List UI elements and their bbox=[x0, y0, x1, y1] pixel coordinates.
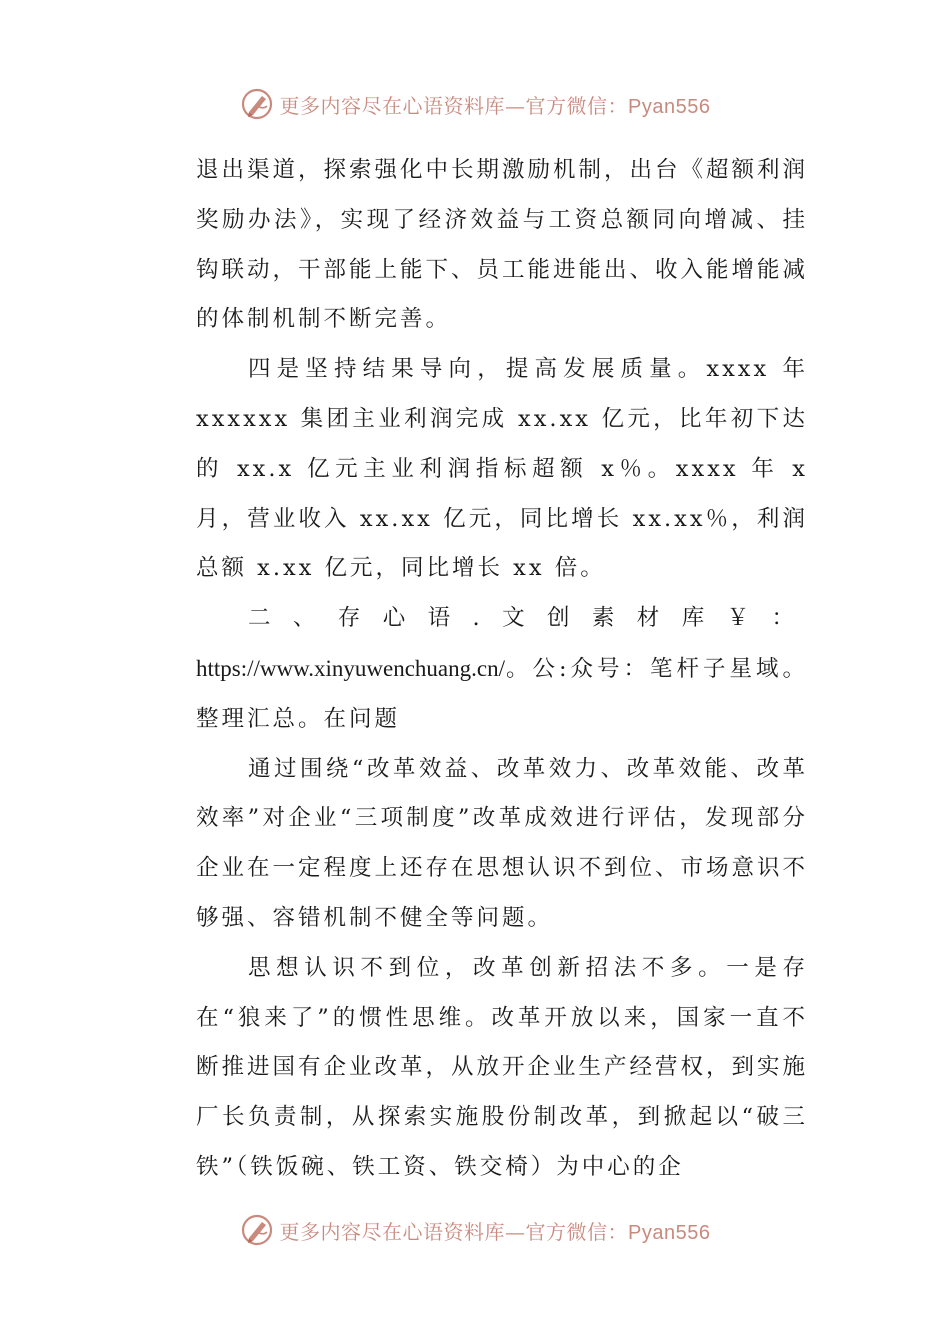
header-watermark bbox=[0, 84, 950, 124]
source-link[interactable]: https://www.xinyuwenchuang.cn/ bbox=[196, 655, 505, 681]
watermark-text: 更多内容尽在心语资料库—官方微信：Pyan556 bbox=[279, 1219, 711, 1244]
pen-logo-icon bbox=[240, 1213, 274, 1247]
watermark-text: 更多内容尽在心语资料库—官方微信：Pyan556 bbox=[279, 93, 711, 118]
paragraph-results: 四是坚持结果导向，提高发展质量。xxxx 年 xxxxxx 集团主业利润完成 xx.xx 亿元，比年初下达的 xx.x 亿元主业利润指标超额 x％。xxxx 年 x 月，营业收入 xx.xx 亿元，同比增长 xx.xx％，利润总额 x.xx 亿元，同比增长 xx 倍。 bbox=[196, 356, 808, 582]
section-heading: 二、存心语.文创素材库￥：https://www.xinyuwenchuang.cn/。公:众号：笔杆子星域。整理汇总。在问题 bbox=[196, 605, 808, 732]
document-body bbox=[196, 146, 808, 1193]
footer-watermark bbox=[0, 1210, 950, 1250]
paragraph-continuation: 退出渠道，探索强化中长期激励机制，出台《超额利润奖励办法》，实现了经济效益与工资总额同向增减、挂钩联动，干部能上能下、员工能进能出、收入能增能减的体制机制不断完善。 bbox=[196, 157, 809, 333]
pen-logo-icon bbox=[240, 87, 274, 121]
paragraph-evaluation: 通过围绕“改革效益、改革效力、改革效能、改革效率”对企业“三项制度”改革成效进行评估，发现部分企业在一定程度上还存在思想认识不到位、市场意识不够强、容错机制不健全等问题。 bbox=[196, 755, 809, 931]
paragraph-thinking: 思想认识不到位，改革创新招法不多。一是存在“狼来了”的惯性思维。改革开放以来，国家一直不断推进国有企业改革，从放开企业生产经营权，到实施厂长负责制，从探索实施股份制改革，到掀起以“破三铁”（铁饭碗、铁工资、铁交椅）为中心的企 bbox=[196, 954, 809, 1180]
